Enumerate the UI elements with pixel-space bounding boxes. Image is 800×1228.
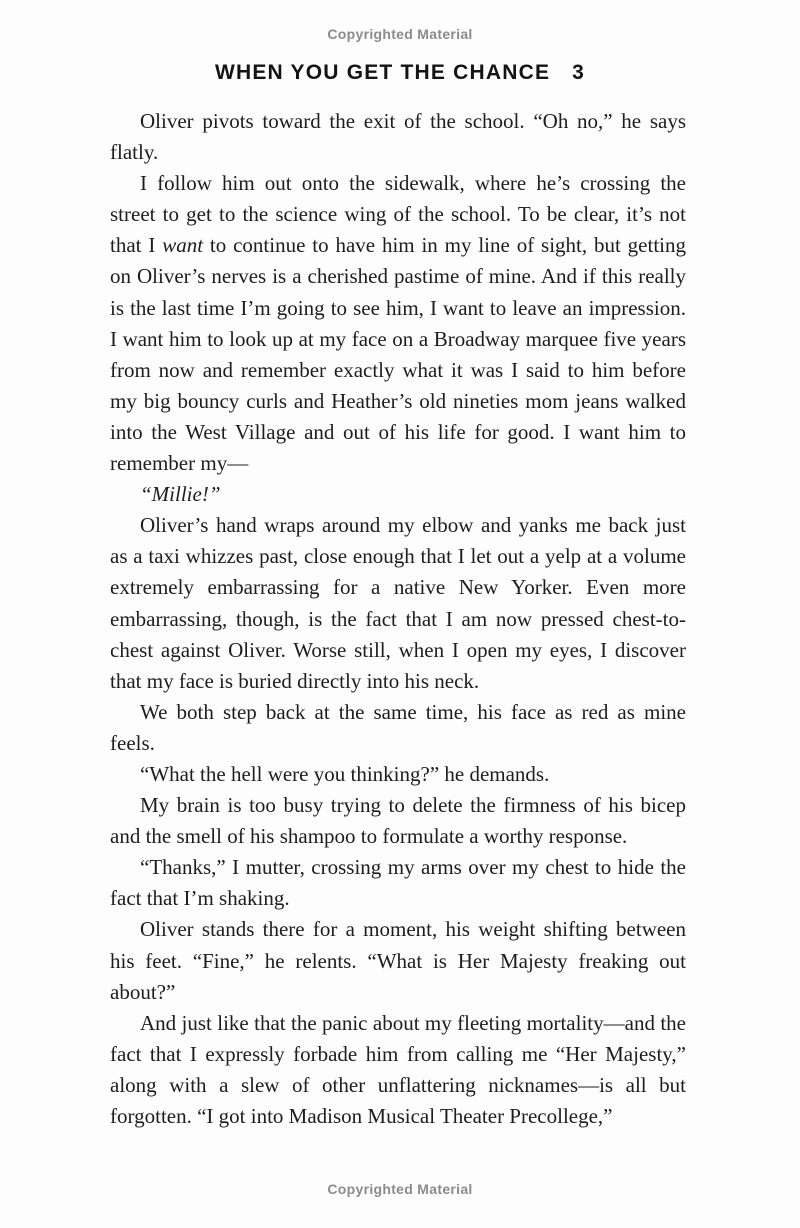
text-run: My brain is too busy trying to delete the firmness of his bicep and the smell of his shampoo to formulate a worthy response. [110,793,686,849]
body-text [110,106,686,1132]
copyright-notice-top: Copyrighted Material [327,26,473,42]
paragraph [110,510,686,697]
paragraph [110,914,686,1007]
page-number: 3 [572,61,586,84]
text-run: I follow him out onto the sidewalk, where he’s crossing the street to get to the science wing of the school. To be clear, it’s not that I [110,171,686,258]
paragraph [110,479,686,510]
text-run: Oliver pivots toward the exit of the school. “Oh no,” he says flatly. [110,109,686,165]
paragraph [110,852,686,914]
text-run: “What the hell were you thinking?” he demands. [140,761,550,786]
paragraph [110,168,686,479]
paragraph [110,1008,686,1132]
running-header [0,61,800,85]
text-run: We both step back at the same time, his face as red as mine feels. [110,699,686,755]
paragraph [110,697,686,759]
copyright-notice-bottom: Copyrighted Material [327,1181,473,1197]
text-run: And just like that the panic about my fleeting mortality—and the fact that I expressly forbade him from calling me “Her Majesty,” along with a slew of other unflattering nicknames—is all but forgotten. “I got into Madison Musical Theater Precollege,” [110,1010,686,1128]
text-run: to continue to have him in my line of sight, but getting on Oliver’s nerves is a cherished pastime of mine. And if this really is the last time I’m going to see him, I want to leave an impression. I want him to look up at my face on a Broadway marquee five years from now and remember exactly what it was I said to him before my big bouncy curls and Heather’s old nineties mom jeans walked into the West Village and out of his life for good. I want him to remember my— [110,233,686,476]
book-title: WHEN YOU GET THE CHANCE [214,61,551,84]
text-run: “Thanks,” I mutter, crossing my arms over my chest to hide the fact that I’m shaking. [110,855,686,911]
italic-text-run: want [162,233,204,258]
paragraph [110,759,686,790]
italic-text-run: “Millie!” [140,482,221,507]
text-run: Oliver’s hand wraps around my elbow and yanks me back just as a taxi whizzes past, close enough that I let out a yelp at a volume extremely embarrassing for a native New Yorker. Even more embarrassing, though, is the fact that I am now pressed chest-to-chest against Oliver. Worse still, when I open my eyes, I discover that my face is buried directly into his neck. [110,513,686,693]
paragraph [110,106,686,168]
text-run: Oliver stands there for a moment, his weight shifting between his feet. “Fine,” he relents. “What is Her Majesty freaking out about?” [110,917,686,1004]
paragraph [110,790,686,852]
